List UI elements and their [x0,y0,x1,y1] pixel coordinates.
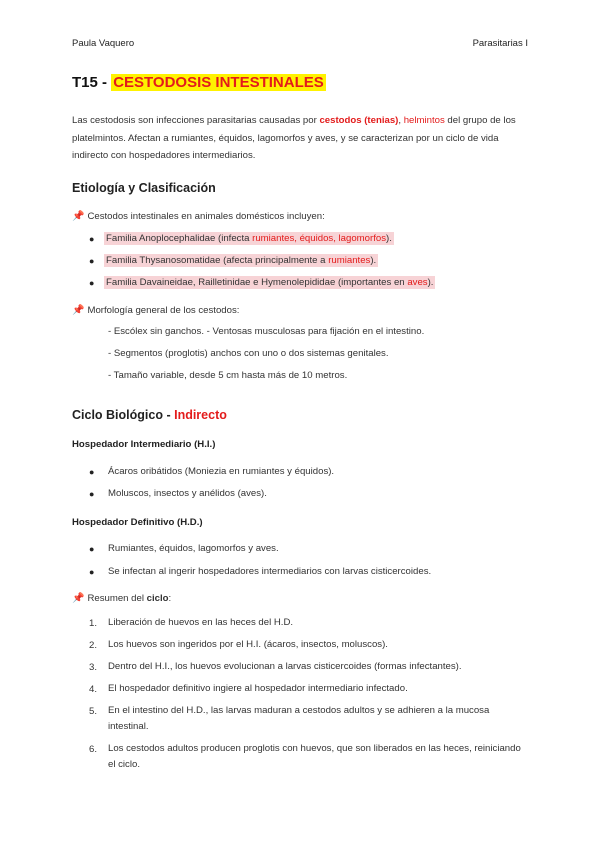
step-text: Dentro del H.I., los huevos evolucionan a larvas cisticercoides (formas infectantes). [108,661,462,672]
item-text: Familia Anoplocephalidae (infecta [106,233,253,244]
resumen-text: Resumen del [87,593,147,604]
step-number: 1. [89,618,98,629]
step-text: Los cestodos adultos producen proglotis con huevos, que son liberados en las heces, reiniciando el ciclo. [108,743,521,770]
section-heading-etiologia: Etiología y Clasificación [72,181,216,195]
morfologia-lead [72,305,239,316]
step-number: 4. [89,684,98,695]
intro-text-3: , [398,115,404,126]
etiologia-lead-text: Cestodos intestinales en animales domésticos incluyen: [87,211,325,222]
step-text: Los huevos son ingeridos por el H.I. (ácaros, insectos, moluscos). [108,639,388,650]
page-title [72,74,326,91]
intro-helmintos: helmintos [403,115,445,126]
subheading-hd: Hospedador Definitivo (H.D.) [72,517,203,528]
list-item: Moluscos, insectos y anélidos (aves). [108,488,267,499]
title-highlight: CESTODOSIS INTESTINALES [113,74,324,91]
list-item: Ácaros oribátidos (Moniezia en rumiantes y équidos). [108,466,335,477]
morfologia-lead-text: Morfología general de los cestodos: [87,305,240,316]
pin-icon: 📌 [72,211,85,222]
bullet-icon: ● [89,544,95,554]
step-number: 5. [89,706,98,717]
item-host: rumiantes [328,255,371,266]
header-author: Paula Vaquero [72,38,135,49]
resumen-colon: : [168,593,172,604]
section-heading-ciclo [72,408,227,422]
intro-text-5: del grupo de los platelmintos. Afectan a rumiantes, équidos, lagomorfos y aves, y se caracterizan por un ciclo de vida indirecto con hospedadores intermediarios. [72,115,516,161]
step-text: En el intestino del H.D., las larvas maduran a cestodos adultos y se adhieren a la mucosa intestinal. [108,705,490,732]
item-host: rumiantes, équidos, lagomorfos [252,233,386,244]
morfologia-line: - Segmentos (proglotis) anchos con uno o dos sistemas genitales. [108,348,389,359]
pin-icon: 📌 [72,305,85,316]
step-text: Liberación de huevos en las heces del H.D. [108,617,294,628]
bullet-icon: ● [89,278,95,288]
header-subject: Parasitarias I [472,38,528,49]
item-end: ). [370,255,377,266]
list-item: Rumiantes, équidos, lagomorfos y aves. [108,543,279,554]
step-number: 2. [89,640,98,651]
subheading-hi: Hospedador Intermediario (H.I.) [72,439,216,450]
intro-cestodos: cestodos (tenias) [319,115,399,126]
bullet-icon: ● [89,234,95,244]
bullet-icon: ● [89,467,95,477]
title-prefix: T15 - [72,74,112,91]
item-text: Familia Davaineidae, Railletinidae e Hymenolepididae (importantes en [106,277,408,288]
list-item [104,232,394,245]
ciclo-heading-text: Ciclo Biológico - [72,408,175,422]
pin-icon: 📌 [72,593,85,604]
step-text: El hospedador definitivo ingiere al hospedador intermediario infectado. [108,683,408,694]
step-number: 6. [89,744,98,755]
list-item [104,276,435,289]
intro-text-1: Las cestodosis son infecciones parasitarias causadas por [72,115,320,126]
item-end: ). [386,233,392,244]
list-item [104,254,378,267]
etiologia-lead [72,211,325,222]
item-text: Familia Thysanosomatidae (afecta principalmente a [106,255,329,266]
morfologia-line: - Escólex sin ganchos. - Ventosas musculosas para fijación en el intestino. [108,326,425,337]
bullet-icon: ● [89,489,95,499]
morfologia-line: - Tamaño variable, desde 5 cm hasta más de 10 metros. [108,370,348,381]
step-number: 3. [89,662,98,673]
ciclo-heading-indirecto: Indirecto [174,408,227,422]
list-item: Se infectan al ingerir hospedadores intermediarios con larvas cisticercoides. [108,566,432,577]
item-host: aves [407,277,428,288]
item-end: ). [427,277,434,288]
bullet-icon: ● [89,256,95,266]
resumen-ciclo: ciclo [146,593,169,604]
intro-paragraph [72,112,528,165]
resumen-lead [72,593,171,604]
bullet-icon: ● [89,567,95,577]
